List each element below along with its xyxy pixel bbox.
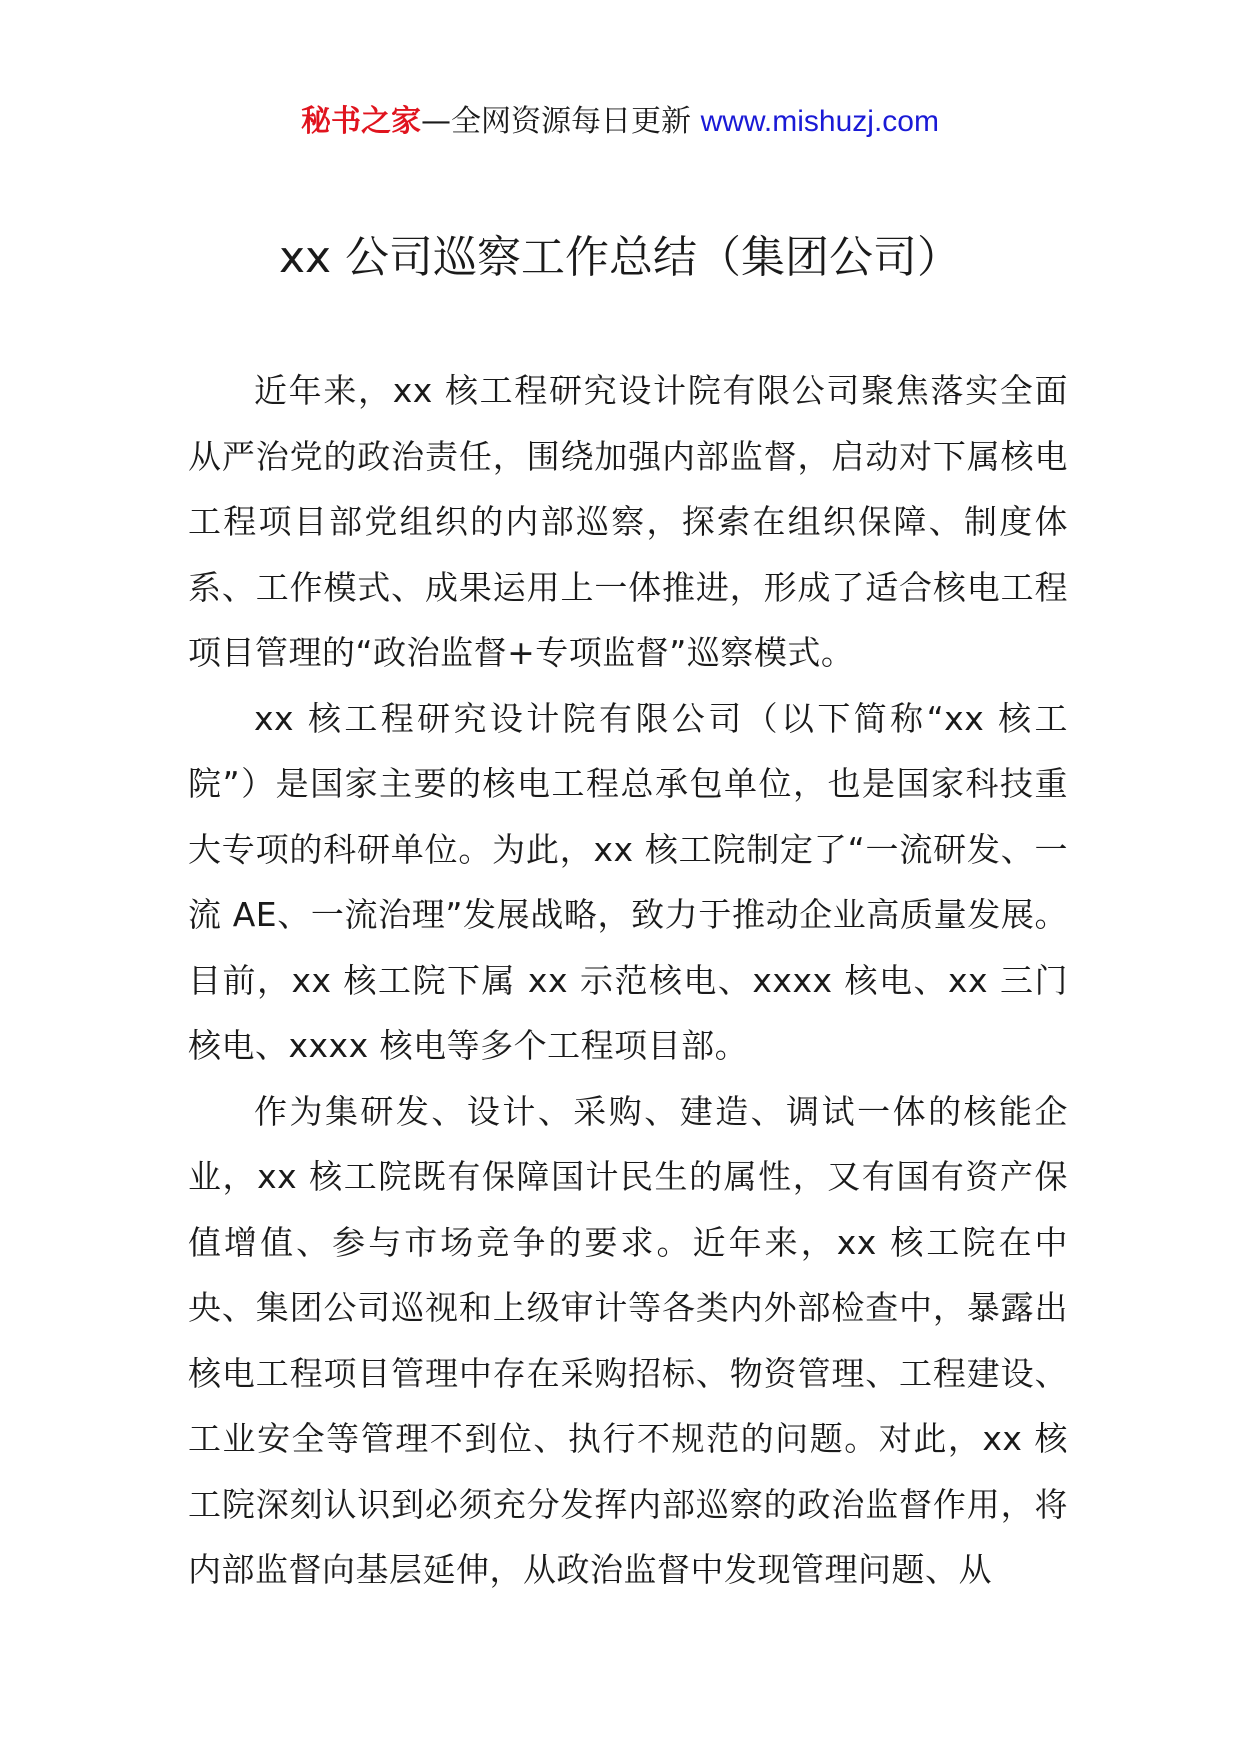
paragraph-2: xx 核工程研究设计院有限公司（以下简称“xx 核工院”）是国家主要的核电工程总承包单位，也是国家科技重大专项的科研单位。为此，xx 核工院制定了“一流研发、一流 AE、一流治理”发展战略，致力于推动企业高质量发展。目前，xx 核工院下属 xx 示范核电、xxxx 核电、xx 三门核电、xxxx 核电等多个工程项目部。	[188, 698, 1068, 1065]
document-title: xx 公司巡察工作总结（集团公司）	[278, 232, 962, 283]
paragraph-3: 作为集研发、设计、采购、建造、调试一体的核能企业，xx 核工院既有保障国计民生的属性，又有国有资产保值增值、参与市场竞争的要求。近年来，xx 核工院在中央、集团公司巡视和上级审计等各类内外部检查中，暴露出核电工程项目管理中存在采购招标、物资管理、工程建设、工业安全等管理不到位、执行不规范的问题。对此，xx 核工院深刻认识到必须充分发挥内部巡察的政治监督作用，将内部监督向基层延伸，从政治监督中发现管理问题、从	[188, 1091, 1068, 1589]
header-slogan: —全网资源每日更新	[421, 104, 701, 139]
brand-name: 秘书之家	[301, 104, 422, 139]
document-body	[188, 358, 1068, 1603]
site-header	[0, 102, 1240, 142]
paragraph-1: 近年来，xx 核工程研究设计院有限公司聚焦落实全面从严治党的政治责任，围绕加强内部监督，启动对下属核电工程项目部党组织的内部巡察，探索在组织保障、制度体系、工作模式、成果运用上一体推进，形成了适合核电工程项目管理的“政治监督+专项监督”巡察模式。	[188, 371, 1068, 672]
site-url-link[interactable]: www.mishuzj.com	[700, 105, 939, 138]
